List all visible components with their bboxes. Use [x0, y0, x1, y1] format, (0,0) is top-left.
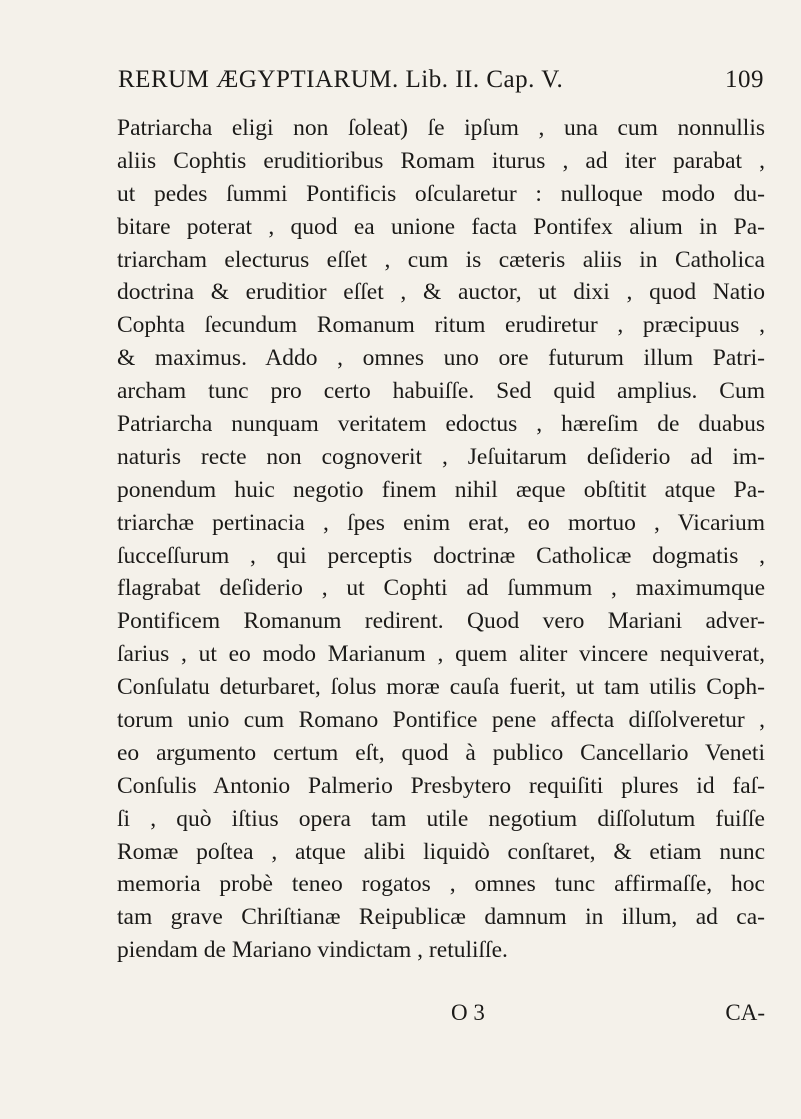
text-line: ponendum huic negotio finem nihil æque obſtitit atque Pa-: [117, 476, 765, 503]
text-line: Cophta ſecundum Romanum ritum erudiretur , præcipuus ,: [117, 312, 765, 339]
text-line: Conſulatu deturbaret, ſolus moræ cauſa fuerit, ut tam utilis Coph-: [117, 674, 765, 701]
text-line: Conſulis Antonio Palmerio Presbytero requiſiti plures id faſ-: [117, 772, 765, 799]
text-line: triarcham electurus eſſet , cum is cæteris aliis in Catholica: [117, 246, 765, 273]
text-line: ſarius , ut eo modo Marianum , quem aliter vincere nequiverat,: [117, 641, 765, 668]
running-title: RERUM ÆGYPTIARUM. Lib. II. Cap. V.: [118, 66, 564, 93]
text-line: ſi , quò iſtius opera tam utile negotium diſſolutum fuiſſe: [117, 805, 765, 832]
running-head: [118, 66, 764, 106]
text-line: doctrina & eruditior eſſet , & auctor, ut dixi , quod Natio: [117, 279, 765, 306]
page-number: 109: [725, 66, 764, 93]
text-line: ut pedes ſummi Pontificis oſcularetur : nulloque modo du-: [117, 180, 765, 207]
body-text: [117, 112, 765, 967]
text-line: eo argumento certum eſt, quod à publico Cancellario Veneti: [117, 739, 765, 766]
text-line: archam tunc pro certo habuiſſe. Sed quid amplius. Cum: [117, 378, 765, 405]
text-line: torum unio cum Romano Pontifice pene affecta diſſolveretur ,: [117, 707, 765, 734]
catchword: CA-: [725, 1000, 765, 1025]
text-line: flagrabat deſiderio , ut Cophti ad ſummum , maximumque: [117, 575, 765, 602]
text-line: triarchæ pertinacia , ſpes enim erat, eo mortuo , Vicarium: [117, 509, 765, 536]
signature-mark: O 3: [451, 1000, 485, 1025]
text-line: tam grave Chriſtianæ Reipublicæ damnum in illum, ad ca-: [117, 904, 765, 931]
text-line: Patriarcha nunquam veritatem edoctus , hæreſim de duabus: [117, 411, 765, 438]
text-line: naturis recte non cognoverit , Jeſuitarum deſiderio ad im-: [117, 443, 765, 470]
text-line: aliis Cophtis eruditioribus Romam iturus , ad iter parabat ,: [117, 147, 765, 174]
text-line: Patriarcha eligi non ſoleat) ſe ipſum , una cum nonnullis: [117, 115, 765, 141]
text-line-last: piendam de Mariano vindictam , retuliſſe.: [117, 937, 508, 964]
text-line: & maximus. Addo , omnes uno ore futurum illum Patri-: [117, 345, 765, 372]
text-line: Pontificem Romanum redirent. Quod vero Mariani adver-: [117, 608, 765, 635]
page-footer: [117, 1000, 765, 1034]
text-line: memoria probè teneo rogatos , omnes tunc affirmaſſe, hoc: [117, 871, 765, 898]
text-line: bitare poterat , quod ea unione facta Pontifex alium in Pa-: [117, 213, 765, 240]
text-line: Romæ poſtea , atque alibi liquidò conſtaret, & etiam nunc: [117, 838, 765, 865]
text-line: ſucceſſurum , qui perceptis doctrinæ Catholicæ dogmatis ,: [117, 542, 765, 569]
